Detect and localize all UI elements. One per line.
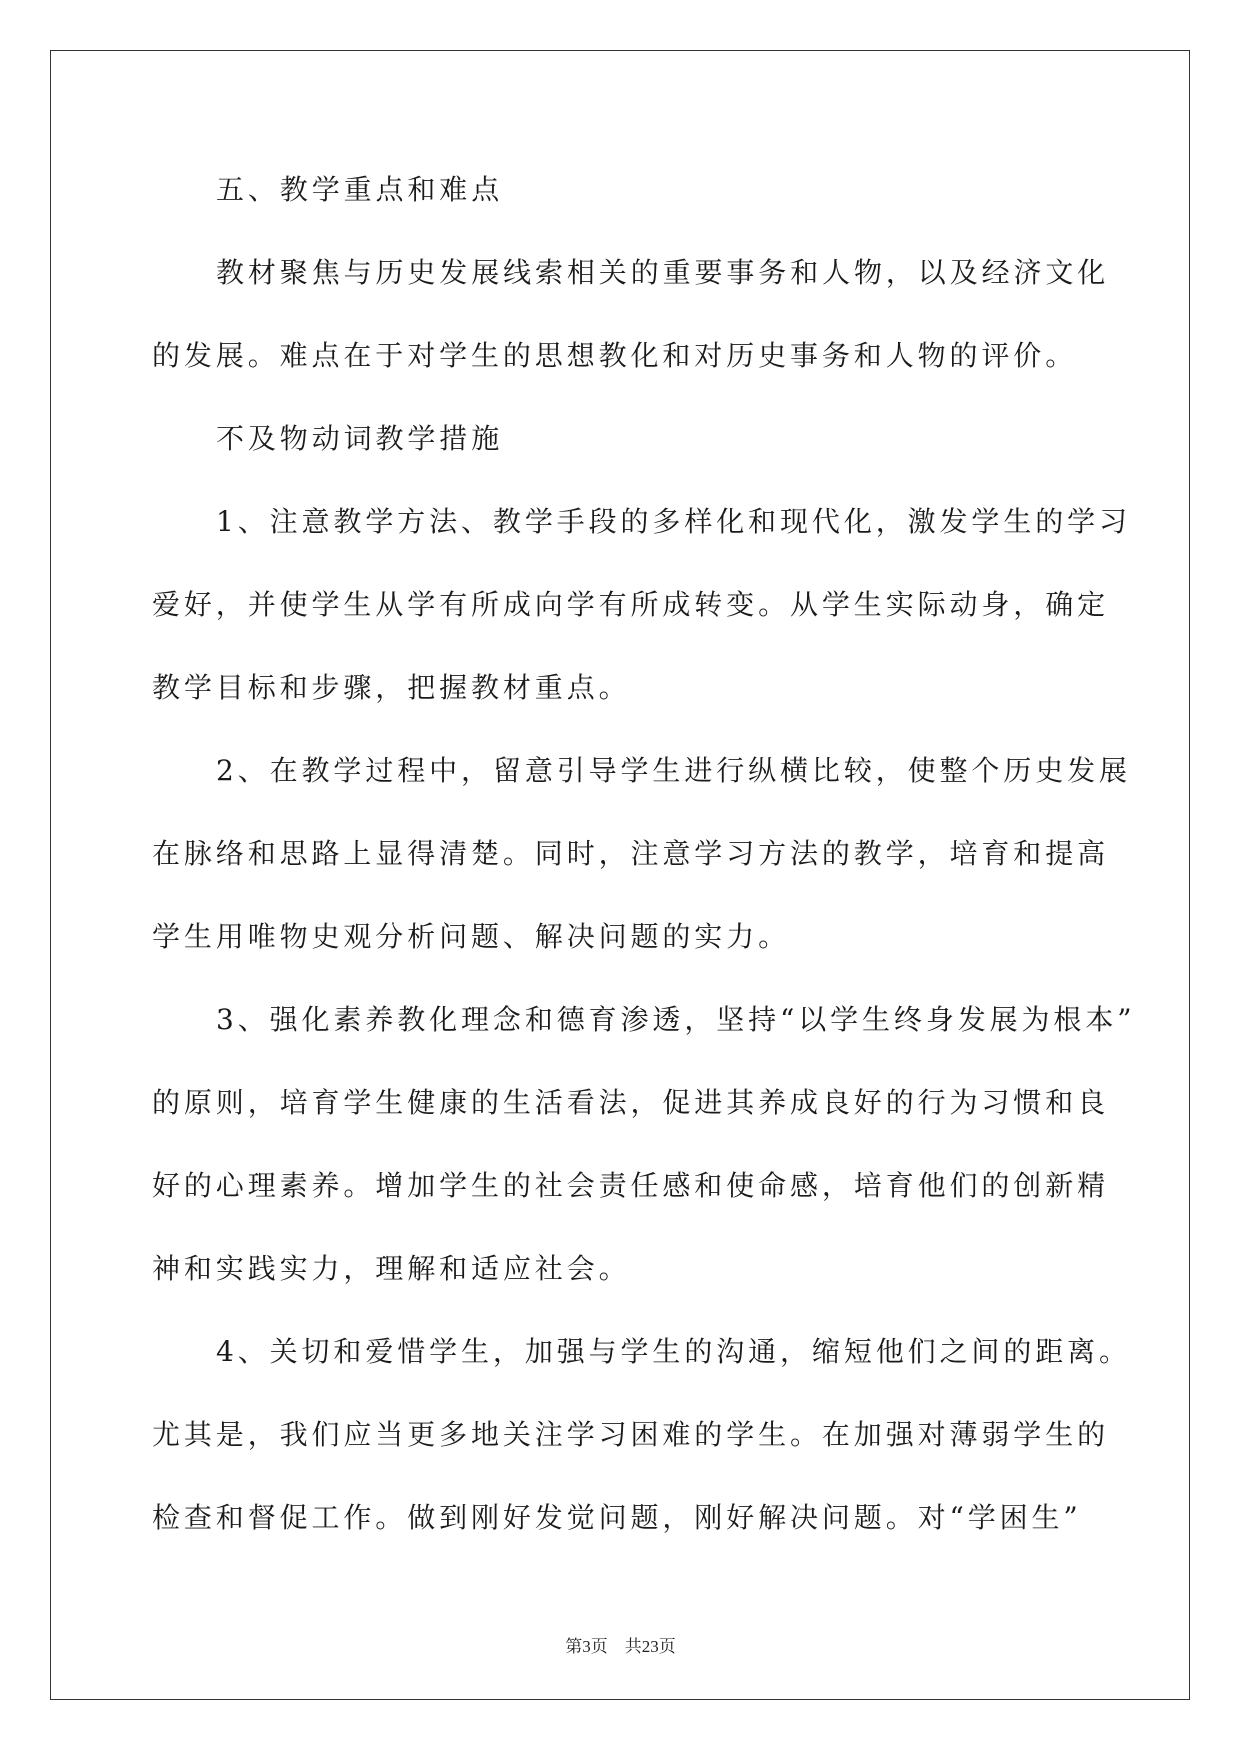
paragraph-line: 3、强化素养教化理念和德育渗透，坚持“以学生终身发展为根本”: [216, 1003, 1136, 1036]
paragraph-line: 尤其是，我们应当更多地关注学习困难的学生。在加强对薄弱学生的: [152, 1418, 1110, 1451]
paragraph-line: 4、关切和爱惜学生，加强与学生的沟通，缩短他们之间的距离。: [216, 1335, 1131, 1368]
paragraph-line: 教材聚焦与历史发展线索相关的重要事务和人物，以及经济文化: [216, 256, 1110, 289]
paragraph-line: 好的心理素养。增加学生的社会责任感和使命感，培育他们的创新精: [152, 1169, 1110, 1202]
paragraph-line: 在脉络和思路上显得清楚。同时，注意学习方法的教学，培育和提高: [152, 837, 1110, 870]
section-heading: 五、教学重点和难点: [216, 173, 504, 206]
paragraph-line: 神和实践实力，理解和适应社会。: [152, 1252, 631, 1285]
paragraph-line: 学生用唯物史观分析问题、解决问题的实力。: [152, 920, 791, 953]
paragraph-line: 爱好，并使学生从学有所成向学有所成转变。从学生实际动身，确定: [152, 588, 1110, 621]
paragraph-line: 的发展。难点在于对学生的思想教化和对历史事务和人物的评价。: [152, 339, 1078, 372]
paragraph-line: 2、在教学过程中，留意引导学生进行纵横比较，使整个历史发展: [216, 754, 1131, 787]
paragraph-line: 1、注意教学方法、教学手段的多样化和现代化，激发学生的学习: [216, 505, 1131, 538]
page-number: 第3页 共23页: [565, 1637, 676, 1656]
paragraph-line: 检查和督促工作。做到刚好发觉问题，刚好解决问题。对“学困生”: [152, 1501, 1082, 1534]
section-heading: 不及物动词教学措施: [216, 422, 504, 455]
paragraph-line: 教学目标和步骤，把握教材重点。: [152, 671, 631, 704]
paragraph-line: 的原则，培育学生健康的生活看法，促进其养成良好的行为习惯和良: [152, 1086, 1110, 1119]
